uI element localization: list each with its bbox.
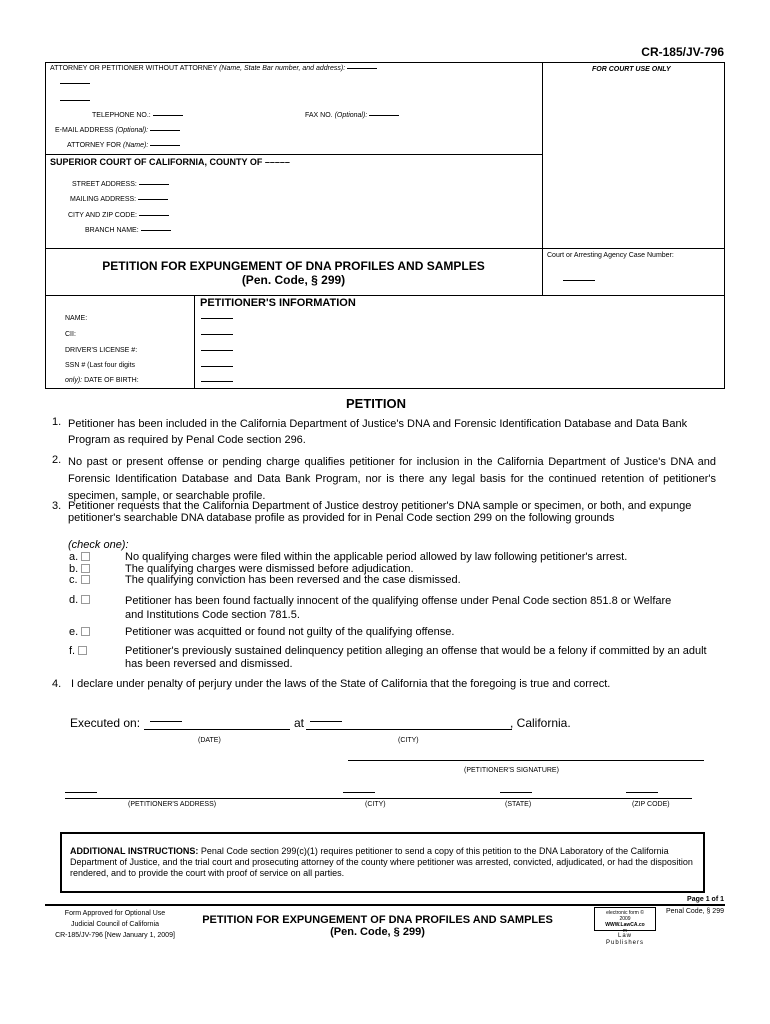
option-b: b. — [69, 563, 90, 575]
option-f-checkbox[interactable] — [78, 646, 87, 655]
email-label: E-MAIL ADDRESS (Optional): — [55, 127, 180, 134]
option-b-text: The qualifying charges were dismissed before adjudication. — [125, 563, 414, 575]
option-c-checkbox[interactable] — [81, 575, 90, 584]
street-label: STREET ADDRESS: — [72, 181, 169, 188]
signature-caption: (PETITIONER'S SIGNATURE) — [464, 767, 559, 774]
item3-text: Petitioner requests that the California Department of Justice destroy petitioner's DNA sample or specimen, or both, and expunge petitioner's searchable DNA database profile as provided for in Penal Code section 299 on the following grounds — [68, 500, 692, 524]
at-label: at — [294, 716, 305, 730]
petitioner-info-box — [45, 296, 725, 389]
dl-label: DRIVER'S LICENSE #: — [65, 347, 138, 354]
name-field[interactable] — [201, 318, 233, 319]
address-field[interactable] — [65, 792, 97, 793]
footer-title: PETITION FOR EXPUNGEMENT OF DNA PROFILES AND SAMPLES (Pen. Code, § 299) — [202, 914, 553, 938]
item4-number: 4. — [52, 678, 62, 690]
item4-text: I declare under penalty of perjury under the laws of the State of California that the foregoing is true and correct. — [71, 678, 611, 690]
state-field[interactable] — [500, 792, 532, 793]
item1-text: Petitioner has been included in the California Department of Justice's DNA and Forensic Identification Database and Data Bank Program as required by Penal Code section 296. — [68, 418, 688, 446]
cii-label: CII: — [65, 331, 76, 338]
attorney-for-label: ATTORNEY FOR (Name): — [67, 142, 180, 149]
option-d: d. — [69, 594, 90, 606]
page-number: Page 1 of 1 — [687, 896, 724, 903]
petition-heading: PETITION — [346, 396, 406, 411]
city2-field[interactable] — [343, 792, 375, 793]
form-title: PETITION FOR EXPUNGEMENT OF DNA PROFILES AND SAMPLES (Pen. Code, § 299) — [102, 259, 485, 287]
option-d-text: Petitioner has been found factually innocent of the qualifying offense under Penal Code section 851.8 or Welfare and Institutions Code section 781.5. — [125, 595, 672, 621]
item3-number: 3. — [52, 500, 62, 512]
zip-caption: (ZIP CODE) — [632, 801, 670, 808]
additional-instructions-text: Penal Code section 299(c)(1) requires petitioner to send a copy of this petition to the DNA Laboratory of the California Department of Justice, and the trial court and prosecuting attorney of the county where petitioner was arrested, convicted, adjudicated, or had the disposition rendered, and to provide the court with proof of service on all parties. — [70, 846, 693, 878]
telephone-field[interactable] — [153, 115, 183, 116]
city2-caption: (CITY) — [365, 801, 386, 808]
case-number-field[interactable] — [563, 280, 595, 281]
option-c: c. — [69, 574, 90, 586]
option-a: a. — [69, 551, 90, 563]
date-field[interactable] — [144, 729, 290, 730]
option-e: e. — [69, 626, 90, 638]
option-a-checkbox[interactable] — [81, 552, 90, 561]
executed-on-label: Executed on: — [70, 716, 141, 730]
city-field[interactable] — [306, 729, 512, 730]
publisher-name: Law Publishers — [605, 933, 644, 946]
address-caption: (PETITIONER'S ADDRESS) — [128, 801, 217, 808]
attorney-address-field[interactable] — [60, 100, 90, 101]
item2-number: 2. — [52, 454, 62, 466]
city-zip-field[interactable] — [139, 215, 169, 216]
dl-field[interactable] — [201, 350, 233, 351]
court-use-only: FOR COURT USE ONLY — [592, 66, 671, 73]
additional-instructions-box — [60, 832, 705, 893]
item2-text: No past or present offense or pending charge qualifies petitioner for inclusion in the California Department of Justice's DNA and Forensic Identification Database and Data Bank Program, nor is there any legal basis for the continued retention of petitioner's specimen, sample, or searchable profile. — [68, 456, 716, 502]
city-zip-label: CITY AND ZIP CODE: — [68, 212, 169, 219]
publisher-stamp: electronic form © 2009 WWW.LawCA.co m — [594, 907, 656, 931]
state-caption: (STATE) — [505, 801, 532, 808]
attorney-label: ATTORNEY OR PETITIONER WITHOUT ATTORNEY (Name, State Bar number, and address): — [50, 65, 377, 72]
dob-field[interactable] — [201, 381, 233, 382]
branch-field[interactable] — [141, 230, 171, 231]
option-b-checkbox[interactable] — [81, 564, 90, 573]
email-field[interactable] — [150, 130, 180, 131]
petitioner-info-heading: PETITIONER'S INFORMATION — [200, 297, 356, 309]
option-a-text: No qualifying charges were filed within the applicable period allowed by law following petitioner's arrest. — [125, 551, 628, 563]
option-f-text: Petitioner's previously sustained delinquency petition alleging an offense that would be a felony if committed by an adult has been reversed and dismissed. — [125, 645, 707, 670]
telephone-label: TELEPHONE NO.: — [92, 112, 183, 119]
fax-label: FAX NO. (Optional): — [305, 112, 399, 119]
california-label: , California. — [510, 716, 571, 730]
additional-instructions-label: ADDITIONAL INSTRUCTIONS: — [70, 846, 199, 856]
street-field[interactable] — [139, 184, 169, 185]
attorney-name-field[interactable] — [60, 83, 90, 84]
footer-penal-code: Penal Code, § 299 — [666, 908, 724, 915]
footer-rule — [45, 904, 725, 906]
option-e-checkbox[interactable] — [81, 627, 90, 636]
branch-label: BRANCH NAME: — [85, 227, 171, 234]
zip-field[interactable] — [626, 792, 658, 793]
option-c-text: The qualifying conviction has been reversed and the case dismissed. — [125, 574, 461, 586]
ssn-label: SSN # (Last four digits — [65, 362, 136, 369]
name-label: NAME: — [65, 315, 88, 322]
form-number: CR-185/JV-796 — [641, 45, 724, 59]
city-caption: (CITY) — [398, 737, 419, 744]
fax-field[interactable] — [369, 115, 399, 116]
cii-field[interactable] — [201, 334, 233, 335]
signature-field[interactable] — [348, 760, 704, 761]
ssn-field[interactable] — [201, 366, 233, 367]
mailing-field[interactable] — [138, 199, 168, 200]
item1-number: 1. — [52, 416, 62, 428]
address-line — [65, 798, 692, 799]
option-e-text: Petitioner was acquitted or found not guilty of the qualifying offense. — [125, 626, 455, 638]
court-title: SUPERIOR COURT OF CALIFORNIA, COUNTY OF ––––– — [50, 157, 290, 167]
footer-approval: Form Approved for Optional Use Judicial Council of California CR-185/JV-796 [New January 1, 2009] — [55, 910, 175, 939]
check-one-label: (check one): — [68, 539, 129, 551]
date-caption: (DATE) — [198, 737, 221, 744]
case-number-label: Court or Arresting Agency Case Number: — [547, 252, 674, 259]
attorney-for-field[interactable] — [150, 145, 180, 146]
option-f: f. — [69, 645, 87, 657]
mailing-label: MAILING ADDRESS: — [70, 196, 168, 203]
option-d-checkbox[interactable] — [81, 595, 90, 604]
dob-label: only): DATE OF BIRTH: — [65, 377, 139, 384]
